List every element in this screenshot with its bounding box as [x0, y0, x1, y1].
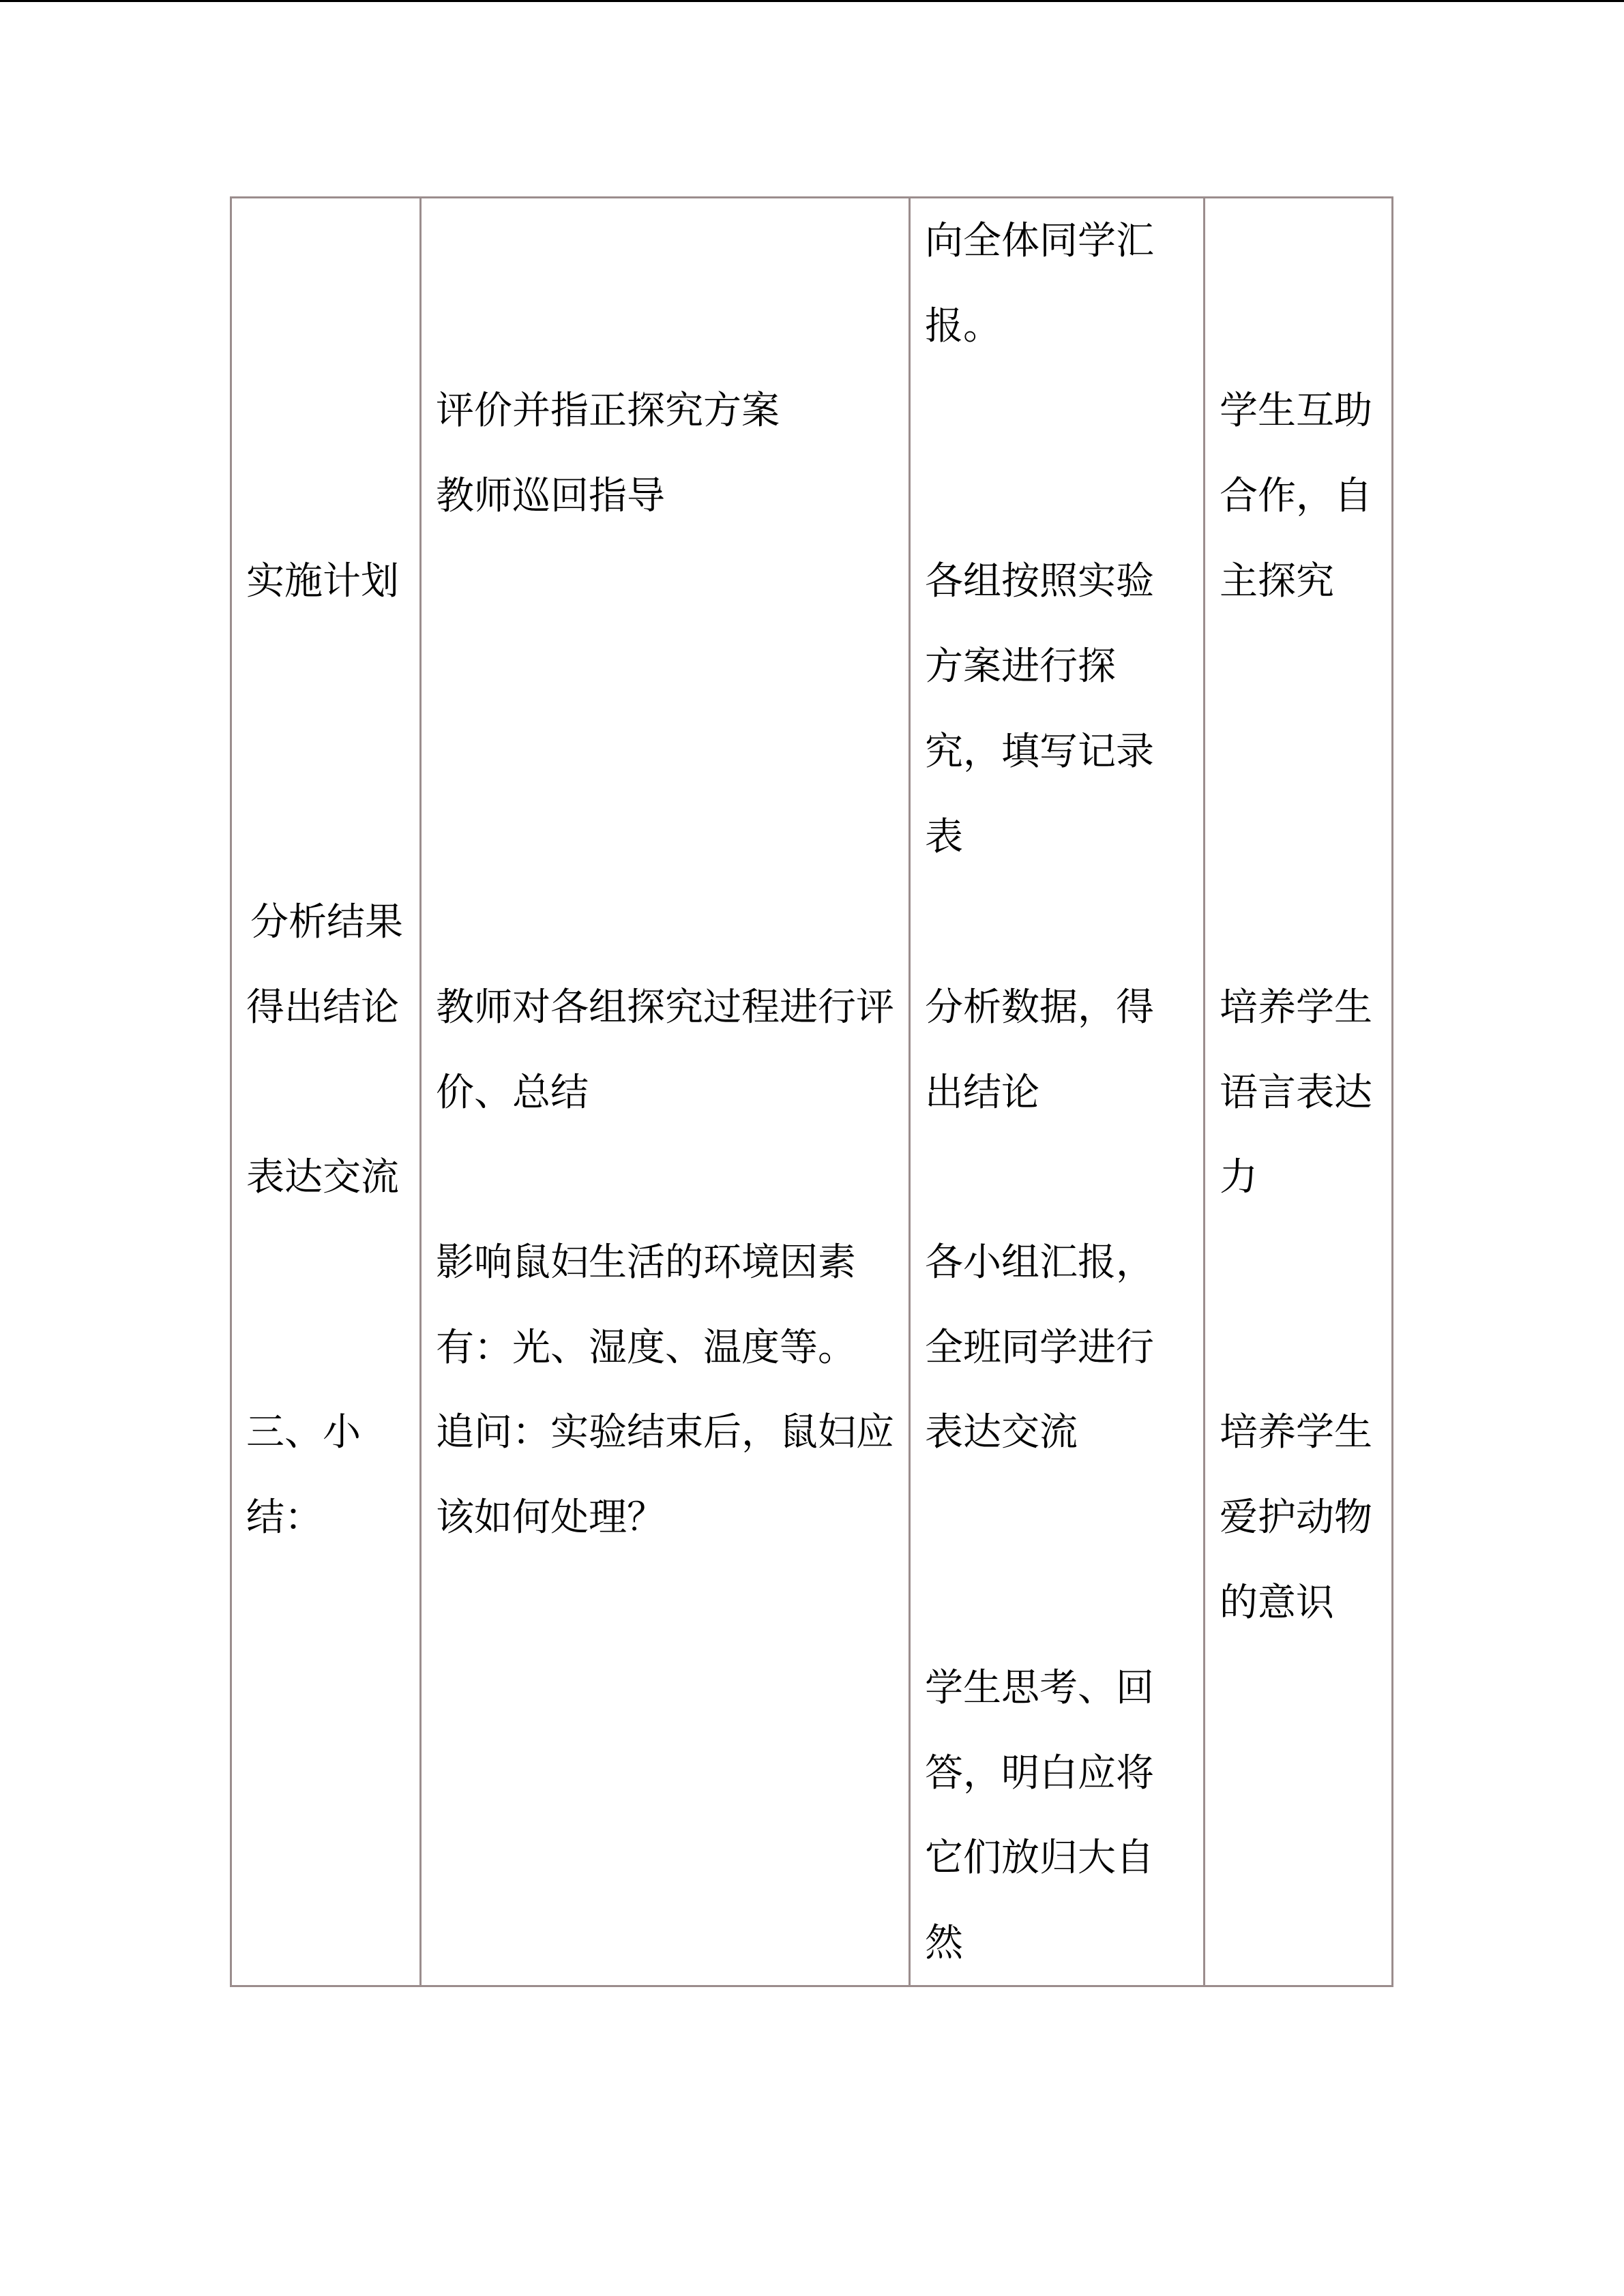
student-cell-line: 答，明白应将 [925, 1751, 1154, 1795]
student-cell-line: 出结论 [925, 1071, 1039, 1115]
stage-cell-line: 得出结论 [246, 985, 399, 1030]
intent-cell-line: 力 [1220, 1155, 1258, 1199]
teacher-cell-line: 价、总结 [436, 1071, 589, 1115]
student-cell-line: 方案进行探 [925, 644, 1116, 689]
column-divider-1 [419, 198, 422, 1985]
student-cell-line: 各组按照实验 [925, 559, 1154, 603]
stage-cell-line: 三、小 [246, 1410, 361, 1455]
teacher-cell-line: 评价并指正探究方案 [436, 389, 780, 433]
teacher-cell-line: 有：光、湿度、温度等。 [436, 1326, 856, 1370]
student-cell-line: 全班同学进行 [925, 1326, 1154, 1370]
student-cell-line: 表达交流 [925, 1410, 1078, 1455]
student-cell-line: 学生思考、回 [925, 1666, 1154, 1710]
teacher-cell-line: 影响鼠妇生活的环境因素 [436, 1240, 856, 1285]
column-divider-2 [909, 198, 911, 1985]
page-top-border [0, 0, 1624, 2]
teacher-cell-line: 追问：实验结束后，鼠妇应 [436, 1410, 894, 1455]
student-cell-line: 报。 [925, 304, 1001, 348]
student-cell-line: 它们放归大自 [925, 1836, 1154, 1880]
intent-cell-line: 培养学生 [1220, 985, 1372, 1030]
student-cell-line: 究，填写记录 [925, 730, 1154, 774]
student-cell-line: 各小组汇报， [925, 1240, 1154, 1285]
student-cell-line: 然 [925, 1921, 963, 1965]
intent-cell-line: 爱护动物 [1220, 1495, 1372, 1540]
stage-cell-line: 表达交流 [246, 1155, 399, 1199]
student-cell-line: 表 [925, 815, 963, 859]
teacher-cell-line: 该如何处理？ [436, 1495, 665, 1540]
student-cell-line: 向全体同学汇 [925, 219, 1154, 263]
intent-cell-line: 主探究 [1220, 559, 1334, 603]
intent-cell-line: 合作，自 [1220, 474, 1372, 518]
intent-cell-line: 培养学生 [1220, 1410, 1372, 1455]
stage-cell-line: 实施计划 [246, 559, 399, 603]
intent-cell-line: 的意识 [1220, 1581, 1334, 1625]
teacher-cell-line: 教师巡回指导 [436, 474, 665, 518]
intent-cell-line: 语言表达 [1220, 1071, 1372, 1115]
stage-cell-line: 分析结果 [250, 900, 403, 944]
stage-cell-line: 结： [246, 1495, 323, 1540]
column-divider-3 [1203, 198, 1205, 1985]
intent-cell-line: 学生互助 [1220, 389, 1372, 433]
student-cell-line: 分析数据，得 [925, 985, 1154, 1030]
teacher-cell-line: 教师对各组探究过程进行评 [436, 985, 894, 1030]
